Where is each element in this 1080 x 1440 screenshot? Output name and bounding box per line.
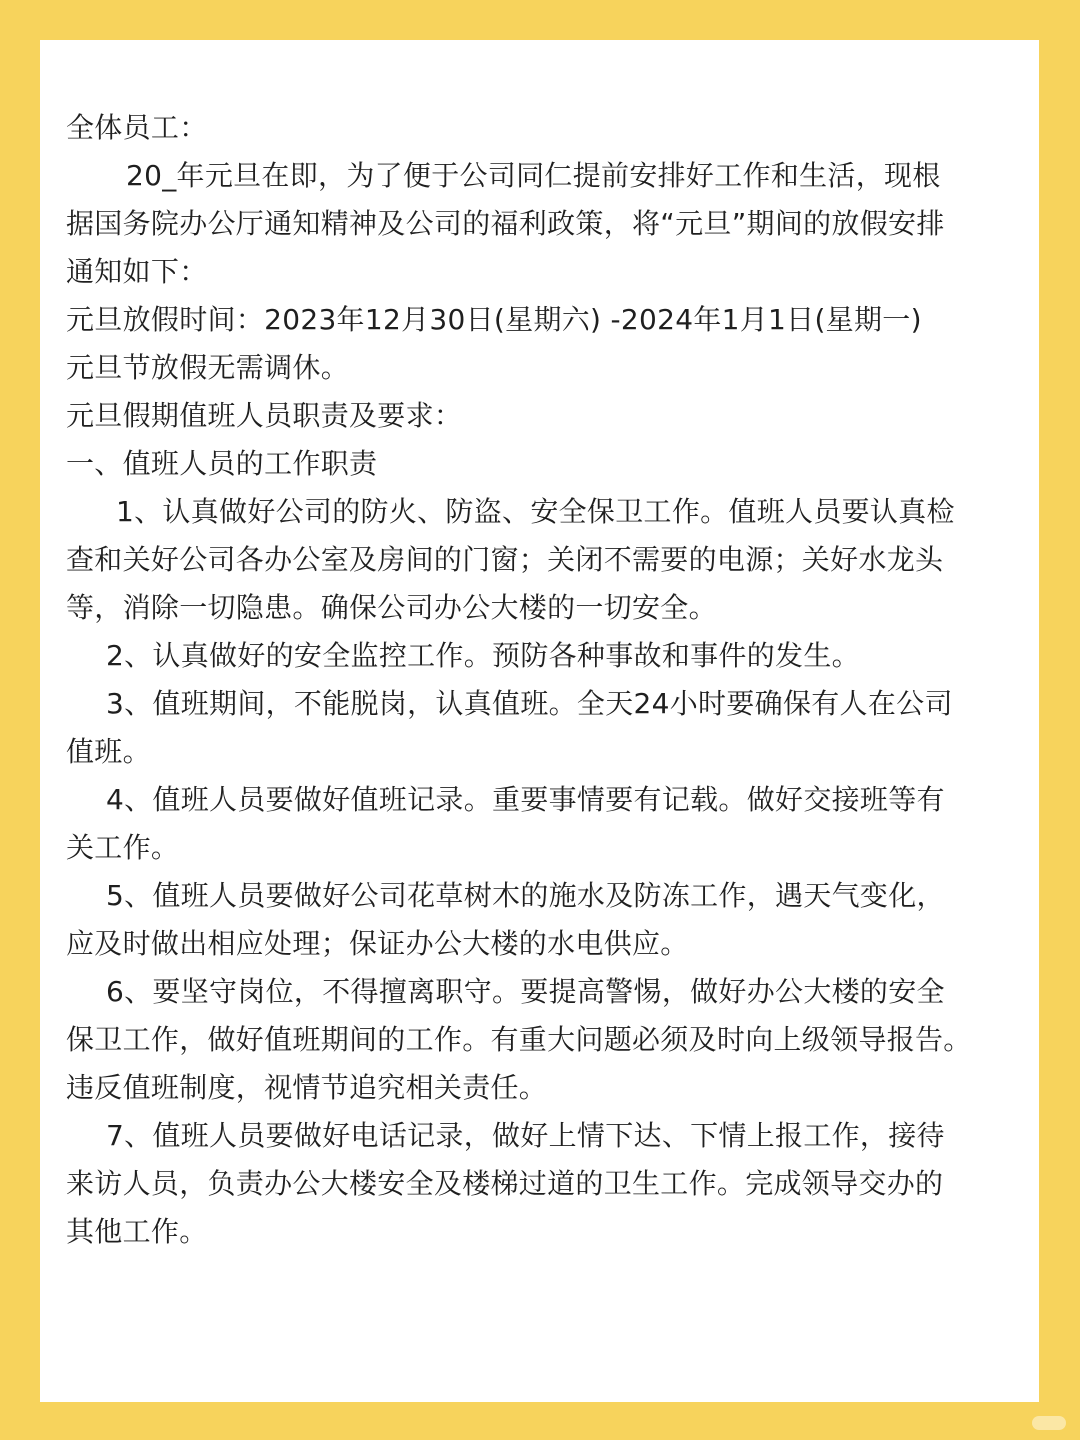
item-3-line-1: 3、值班期间，不能脱岗，认真值班。全天24小时要确保有人在公司: [106, 687, 953, 720]
document-card: [40, 40, 1039, 1402]
item-2-line-1: 2、认真做好的安全监控工作。预防各种事故和事件的发生。: [106, 639, 860, 672]
item-4-line-2: 关工作。: [66, 831, 180, 864]
duty-heading: 元旦假期值班人员职责及要求：: [66, 399, 463, 432]
item-7-line-3: 其他工作。: [66, 1215, 208, 1248]
item-6-line-1: 6、要坚守岗位，不得擅离职守。要提高警惕，做好办公大楼的安全: [106, 975, 945, 1008]
item-7-line-2: 来访人员，负责办公大楼安全及楼梯过道的卫生工作。完成领导交办的: [66, 1167, 944, 1200]
item-1-line-2: 查和关好公司各办公室及房间的门窗；关闭不需要的电源；关好水龙头: [66, 543, 944, 576]
item-1-line-3: 等，消除一切隐患。确保公司办公大楼的一切安全。: [66, 591, 717, 624]
intro-line-2: 据国务院办公厅通知精神及公司的福利政策，将“元旦”期间的放假安排: [66, 207, 945, 240]
intro-line-1: 20_年元旦在即，为了便于公司同仁提前安排好工作和生活，现根: [126, 159, 941, 192]
section-one-title: 一、值班人员的工作职责: [66, 447, 378, 480]
document-body: [66, 104, 1041, 1256]
item-6-line-2: 保卫工作，做好值班期间的工作。有重大问题必须及时向上级领导报告。: [66, 1023, 972, 1056]
item-6-line-3: 违反值班制度，视情节追究相关责任。: [66, 1071, 548, 1104]
intro-line-3: 通知如下：: [66, 255, 208, 288]
item-5-line-2: 应及时做出相应处理；保证办公大楼的水电供应。: [66, 927, 689, 960]
item-4-line-1: 4、值班人员要做好值班记录。重要事情要有记载。做好交接班等有: [106, 783, 945, 816]
item-5-line-1: 5、值班人员要做好公司花草树木的施水及防冻工作，遇天气变化，: [106, 879, 945, 912]
watermark-mark: [1032, 1416, 1066, 1430]
item-7-line-1: 7、值班人员要做好电话记录，做好上情下达、下情上报工作，接待: [106, 1119, 945, 1152]
item-1-line-1: 1、认真做好公司的防火、防盗、安全保卫工作。值班人员要认真检: [116, 495, 955, 528]
item-3-line-2: 值班。: [66, 735, 151, 768]
greeting: 全体员工：: [66, 111, 208, 144]
no-adjustment-note: 元旦节放假无需调休。: [66, 351, 350, 384]
holiday-time: 元旦放假时间：2023年12月30日(星期六) -2024年1月1日(星期一): [66, 303, 922, 336]
